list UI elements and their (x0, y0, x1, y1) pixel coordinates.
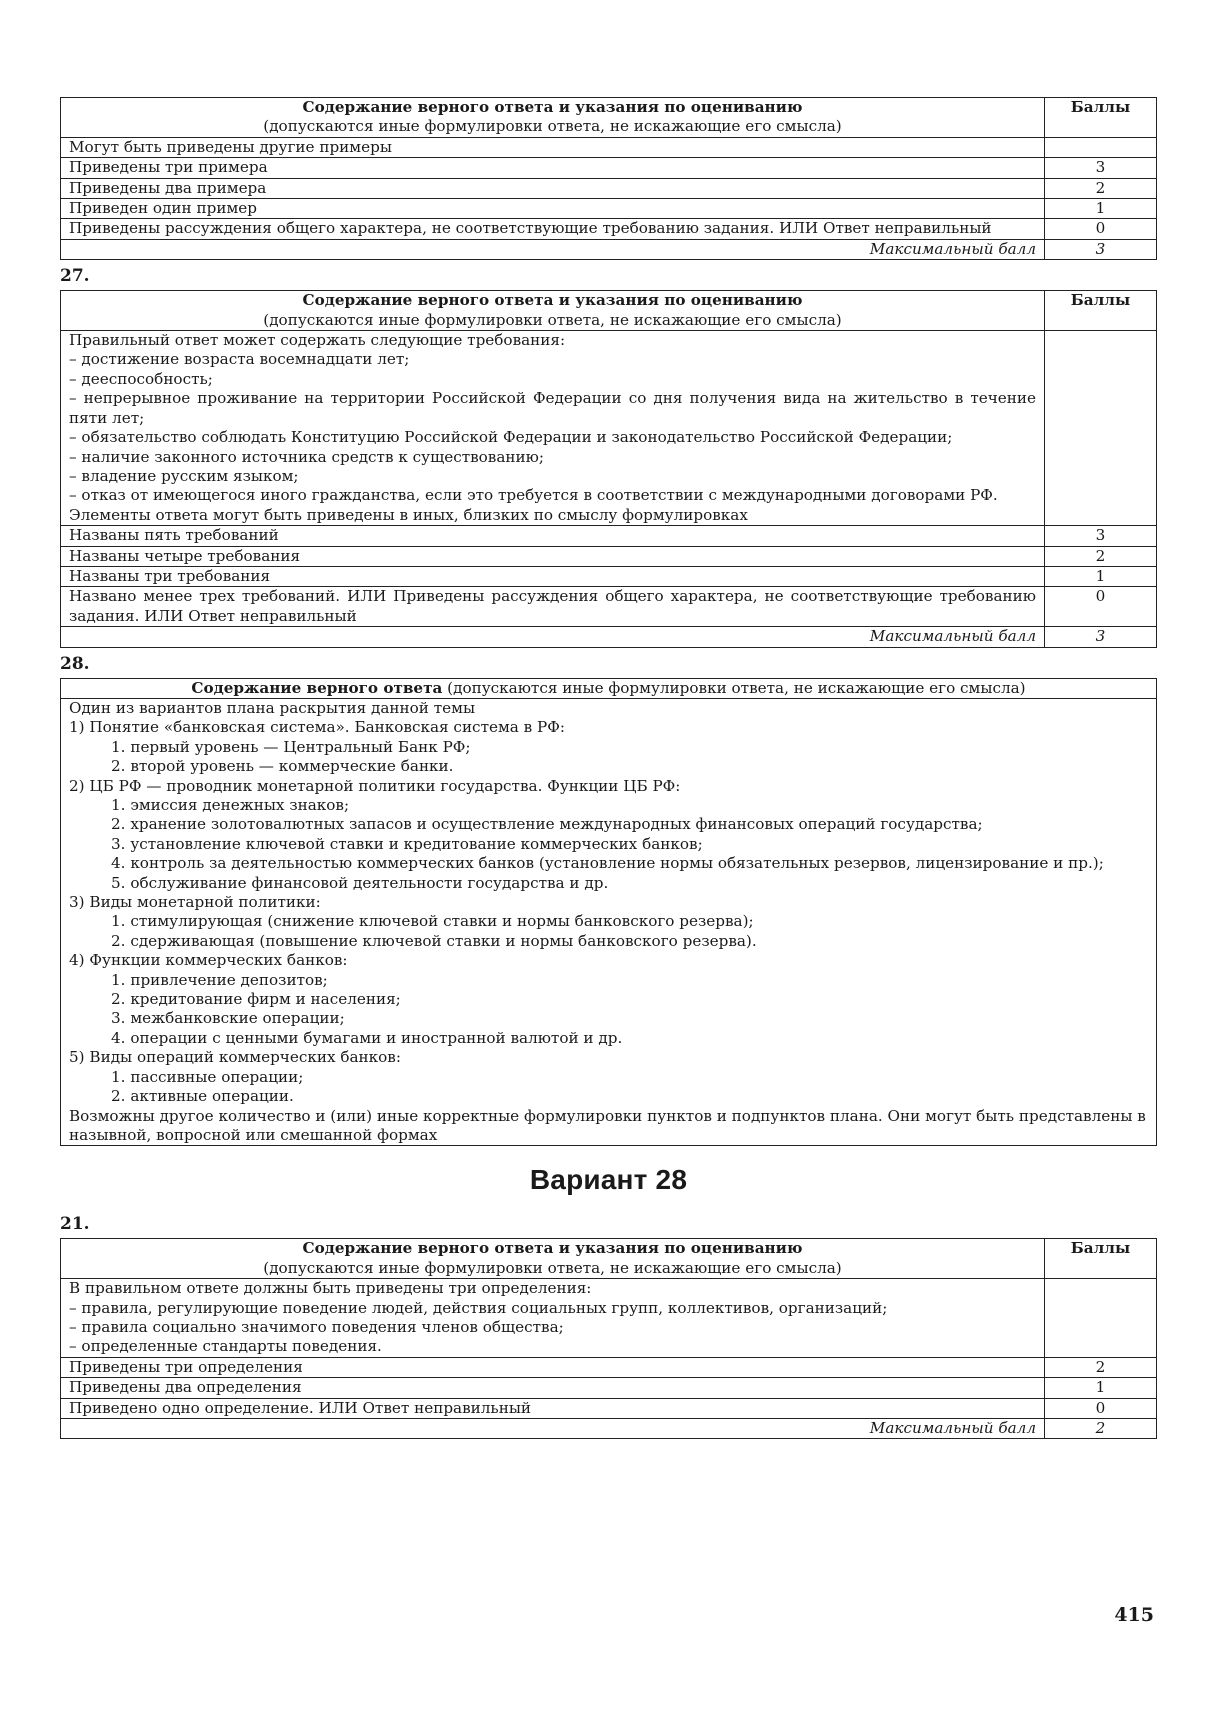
page-number: 415 (1114, 1604, 1154, 1626)
header-bold: Содержание верного ответа (191, 678, 443, 697)
row-text: Названы пять требований (61, 526, 1045, 546)
header-score: Баллы (1045, 1239, 1157, 1279)
plan-subitem: 2. второй уровень — коммерческие банки. (111, 757, 454, 776)
row-score: 3 (1045, 526, 1157, 546)
row-score: 1 (1045, 1378, 1157, 1398)
plan-section-title: 1) Понятие «банковская система». Банковская система в РФ: (69, 718, 565, 737)
header-sub: (допускаются иные формулировки ответа, не искажающие его смысла) (263, 310, 842, 329)
row-score: 0 (1045, 587, 1157, 627)
answer-content (61, 1279, 1045, 1358)
content-intro: В правильном ответе должны быть приведены три определения: (69, 1279, 592, 1298)
row-score (1045, 1279, 1157, 1358)
row-score: 3 (1045, 158, 1157, 178)
plan-subitem: 3. установление ключевой ставки и кредитование коммерческих банков; (111, 834, 703, 853)
row-score: 2 (1045, 546, 1157, 566)
plan-subitem: 3. межбанковские операции; (111, 1009, 345, 1028)
table-header-row (61, 678, 1157, 698)
max-score-label: Максимальный балл (61, 627, 1045, 647)
content-item: – наличие законного источника средств к существованию; (69, 447, 544, 466)
table-row (61, 526, 1157, 546)
answer-content-row (61, 698, 1157, 1145)
answer-content (61, 698, 1157, 1145)
plan-note: Возможны другое количество и (или) иные корректные формулировки пунктов и подпунктов плана. Они могут быть представлены в назывной, вопросной или смешанной формах (69, 1106, 1146, 1144)
table-row (61, 199, 1157, 219)
table-row (61, 566, 1157, 586)
plan-section-title: 2) ЦБ РФ — проводник монетарной политики государства. Функции ЦБ РФ: (69, 776, 681, 795)
row-score: 2 (1045, 178, 1157, 198)
row-text: Приведены три определения (61, 1357, 1045, 1377)
plan-subitem: 2. кредитование фирм и населения; (111, 990, 401, 1009)
header-content (61, 678, 1157, 698)
grading-table-26 (60, 97, 1157, 260)
row-text: Могут быть приведены другие примеры (61, 137, 1045, 157)
grading-table-27 (60, 290, 1157, 647)
answer-table-28 (60, 678, 1157, 1147)
row-score: 1 (1045, 199, 1157, 219)
header-content (61, 291, 1045, 331)
content-item: – определенные стандарты поведения. (69, 1337, 382, 1356)
row-text: Приведены рассуждения общего характера, не соответствующие требованию задания. ИЛИ Ответ неправильный (61, 219, 1045, 239)
row-text: Приведен один пример (61, 199, 1045, 219)
plan-subitem: 1. первый уровень — Центральный Банк РФ; (111, 737, 471, 756)
header-content (61, 1239, 1045, 1279)
plan-subitem: 1. стимулирующая (снижение ключевой ставки и нормы банковского резерва); (111, 912, 754, 931)
answer-content-row (61, 331, 1157, 526)
table-row (61, 1398, 1157, 1418)
table-row (61, 178, 1157, 198)
table-row (61, 587, 1157, 627)
row-text: Названы три требования (61, 566, 1045, 586)
max-score-value: 2 (1045, 1418, 1157, 1438)
content-item: – отказ от имеющегося иного гражданства, если это требуется в соответствии с международными договорами РФ. (69, 486, 998, 505)
table-row (61, 219, 1157, 239)
max-score-value: 3 (1045, 239, 1157, 259)
plan-subitem: 4. операции с ценными бумагами и иностранной валютой и др. (111, 1028, 623, 1047)
content-intro: Правильный ответ может содержать следующие требования: (69, 331, 566, 350)
header-sub: (допускаются иные формулировки ответа, не искажающие его смысла) (263, 117, 842, 136)
task-number-28: 28. (60, 653, 90, 674)
content-item: – достижение возраста восемнадцати лет; (69, 350, 410, 369)
max-score-value: 3 (1045, 627, 1157, 647)
max-score-row (61, 239, 1157, 259)
row-text: Приведены два определения (61, 1378, 1045, 1398)
max-score-row (61, 627, 1157, 647)
plan-subitem: 5. обслуживание финансовой деятельности государства и др. (111, 873, 609, 892)
answer-content-row (61, 1279, 1157, 1358)
table-row (61, 546, 1157, 566)
row-text: Приведены три примера (61, 158, 1045, 178)
row-score: 1 (1045, 566, 1157, 586)
grading-table-21 (60, 1238, 1157, 1439)
row-score (1045, 137, 1157, 157)
header-main: Содержание верного ответа и указания по оцениванию (302, 1239, 803, 1258)
row-text: Приведено одно определение. ИЛИ Ответ неправильный (61, 1398, 1045, 1418)
header-rest: (допускаются иные формулировки ответа, не искажающие его смысла) (442, 678, 1026, 697)
plan-subitem: 2. хранение золотовалютных запасов и осуществление международных финансовых операций государства; (111, 815, 983, 834)
header-content (61, 98, 1045, 138)
content-item: – правила, регулирующие поведение людей, действия социальных групп, коллективов, организаций; (69, 1298, 888, 1317)
plan-subitem: 4. контроль за деятельностью коммерческих банков (установление нормы обязательных резервов, лицензирование и пр.); (111, 854, 1104, 873)
content-item: – непрерывное проживание на территории Российской Федерации со дня получения вида на жительство в течение пяти лет; (69, 389, 1036, 427)
page-content (60, 97, 1157, 1439)
variant-title: Вариант 28 (529, 1164, 688, 1196)
answer-content (61, 331, 1045, 526)
plan-subitem: 1. привлечение депозитов; (111, 970, 328, 989)
content-item: – правила социально значимого поведения членов общества; (69, 1317, 564, 1336)
content-item: – владение русским языком; (69, 466, 299, 485)
plan-subitem: 1. пассивные операции; (111, 1067, 304, 1086)
plan-section-title: 5) Виды операций коммерческих банков: (69, 1048, 401, 1067)
row-text: Названы четыре требования (61, 546, 1045, 566)
task-number-27: 27. (60, 266, 90, 287)
row-score (1045, 331, 1157, 526)
content-item: – дееспособность; (69, 369, 213, 388)
table-row (61, 1378, 1157, 1398)
max-score-row (61, 1418, 1157, 1438)
row-text: Названо менее трех требований. ИЛИ Приведены рассуждения общего характера, не соответствующие требованию задания. ИЛИ Ответ неправильный (61, 587, 1045, 627)
max-score-label: Максимальный балл (61, 1418, 1045, 1438)
row-score: 0 (1045, 1398, 1157, 1418)
task-number-21: 21. (60, 1214, 90, 1235)
table-header-row (61, 98, 1157, 138)
header-main: Содержание верного ответа и указания по оцениванию (302, 291, 803, 310)
header-score: Баллы (1045, 291, 1157, 331)
max-score-label: Максимальный балл (61, 239, 1045, 259)
row-score: 0 (1045, 219, 1157, 239)
content-note: Элементы ответа могут быть приведены в иных, близких по смыслу формулировках (69, 505, 748, 524)
table-header-row (61, 291, 1157, 331)
row-score: 2 (1045, 1357, 1157, 1377)
row-text: Приведены два примера (61, 178, 1045, 198)
plan-section-title: 4) Функции коммерческих банков: (69, 951, 348, 970)
table-row (61, 1357, 1157, 1377)
plan-intro: Один из вариантов плана раскрытия данной темы (69, 698, 476, 717)
table-row (61, 137, 1157, 157)
plan-subitem: 1. эмиссия денежных знаков; (111, 796, 350, 814)
table-row (61, 158, 1157, 178)
plan-subitem: 2. сдерживающая (повышение ключевой ставки и нормы банковского резерва). (111, 931, 757, 950)
plan-section-title: 3) Виды монетарной политики: (69, 893, 321, 912)
header-sub: (допускаются иные формулировки ответа, не искажающие его смысла) (263, 1258, 842, 1277)
content-item: – обязательство соблюдать Конституцию Российской Федерации и законодательство Российской Федерации; (69, 428, 953, 447)
table-header-row (61, 1239, 1157, 1279)
plan-subitem: 2. активные операции. (111, 1087, 294, 1106)
header-main: Содержание верного ответа и указания по оцениванию (302, 98, 803, 116)
header-score: Баллы (1045, 98, 1157, 138)
